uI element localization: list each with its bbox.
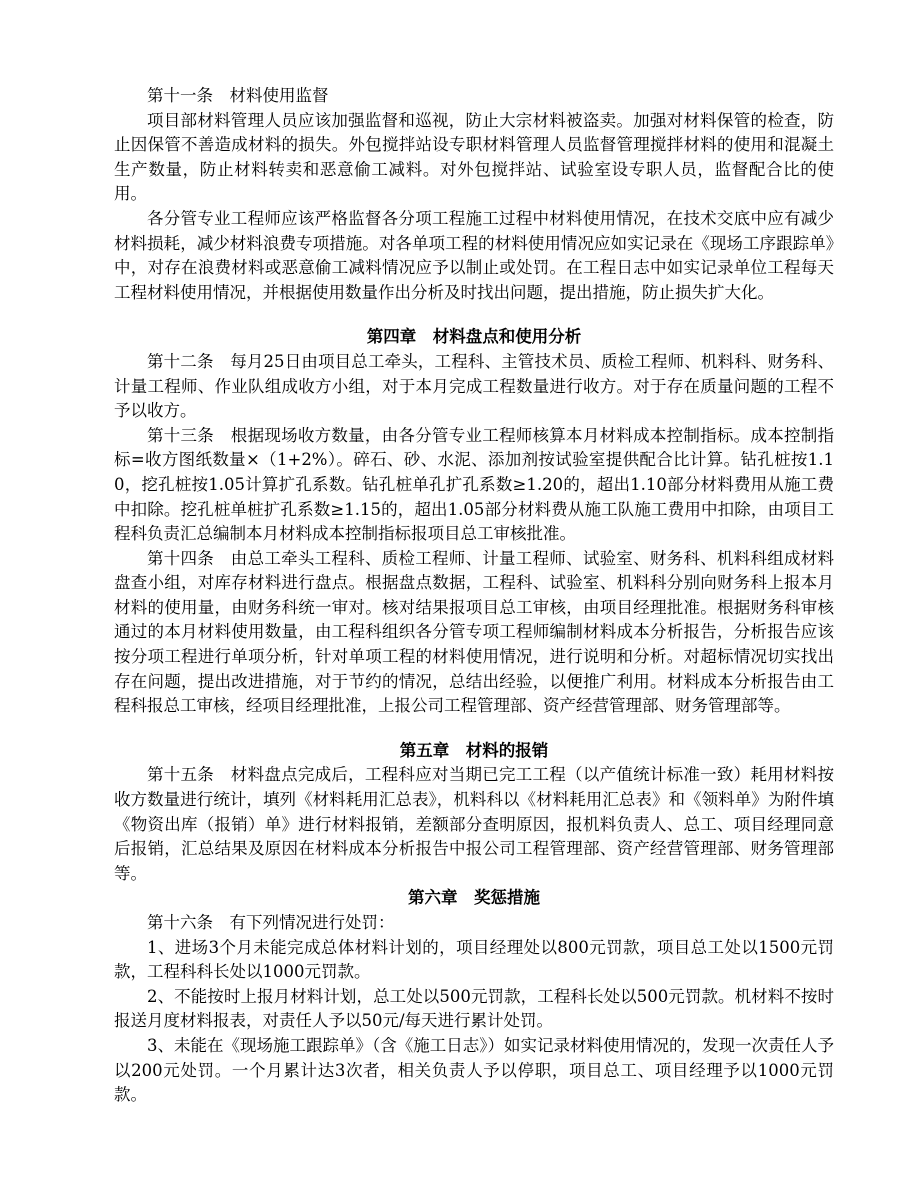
spacer xyxy=(114,719,834,739)
article-12: 第十二条 每月25日由项目总工牵头，工程科、主管技术员、质检工程师、机料科、财务科、计量工程师、作业队组成收方小组，对于本月完成工程数量进行收方。对于存在质量问题的工程不予以收方。 xyxy=(114,351,834,421)
spacer xyxy=(114,305,834,325)
article-16-item-3: 3、未能在《现场施工跟踪单》（含《施工日志》）如实记录材料使用情况的，发现一次责任人予以200元处罚。一个月累计达3次者，相关负责人予以停职，项目总工、项目经理予以1000元罚款。 xyxy=(114,1035,834,1105)
article-11-paragraph-2: 各分管专业工程师应该严格监督各分项工程施工过程中材料使用情况，在技术交底中应有减少材料损耗，减少材料浪费专项措施。对各单项工程的材料使用情况应如实记录在《现场工序跟踪单》中，对存在浪费材料或恶意偷工减料情况应予以制止或处罚。在工程日志中如实记录单位工程每天工程材料使用情况，并根据使用数量作出分析及时找出问题，提出措施，防止损失扩大化。 xyxy=(114,208,834,302)
chapter-6-heading: 第六章 奖惩措施 xyxy=(408,888,540,908)
article-16-item-2: 2、不能按时上报月材料计划，总工处以500元罚款，工程科长处以500元罚款。机材料不按时报送月度材料报表，对责任人予以50元/每天进行累计处罚。 xyxy=(114,986,834,1031)
chapter-4-heading: 第四章 材料盘点和使用分析 xyxy=(366,327,582,347)
article-15: 第十五条 材料盘点完成后，工程科应对当期已完工工程（以产值统计标准一致）耗用材料按收方数量进行统计，填列《材料耗用汇总表》，机料科以《材料耗用汇总表》和《领料单》为附件填《物资出库（报销）单》进行材料报销，差额部分查明原因，报机料负责人、总工、项目经理同意后报销，汇总结果及原因在材料成本分析报告中报公司工程管理部、资产经营管理部、财务管理部等。 xyxy=(114,765,834,883)
article-13: 第十三条 根据现场收方数量，由各分管专业工程师核算本月材料成本控制指标。成本控制指标=收方图纸数量×（1+2%）。碎石、砂、水泥、添加剂按试验室提供配合比计算。钻孔桩按1.10，挖孔桩按1.05计算扩孔系数。钻孔桩单孔扩孔系数≥1.20的，超出1.10部分材料费用从施工费中扣除。挖孔桩单桩扩孔系数≥1.15的，超出1.05部分材料费从施工队施工费用中扣除，由项目工程科负责汇总编制本月材料成本控制指标报项目总工审核批准。 xyxy=(114,425,834,544)
article-11-title: 第十一条 材料使用监督 xyxy=(147,86,329,105)
chapter-5-heading: 第五章 材料的报销 xyxy=(399,740,549,760)
article-16: 第十六条 有下列情况进行处罚： xyxy=(147,913,395,932)
article-11-paragraph-1: 项目部材料管理人员应该加强监督和巡视，防止大宗材料被盗卖。加强对材料保管的检查，防止因保管不善造成材料的损失。外包搅拌站设专职材料管理人员监督管理搅拌材料的使用和混凝土生产数量，防止材料转卖和恶意偷工减料。对外包搅拌站、试验室设专职人员，监督配合比的使用。 xyxy=(114,110,834,204)
article-14: 第十四条 由总工牵头工程科、质检工程师、计量工程师、试验室、财务科、机料科组成材料盘查小组，对库存材料进行盘点。根据盘点数据，工程科、试验室、机料科分别向财务科上报本月材料的使用量，由财务科统一审对。核对结果报项目总工审核，由项目经理批准。根据财务科审核通过的本月材料使用数量，由工程科组织各分管专项工程师编制材料成本分析报告，分析报告应该按分项工程进行单项分析，针对单项工程的材料使用情况，进行说明和分析。对超标情况切实找出存在问题，提出改进措施，对于节约的情况，总结出经验，以便推广利用。材料成本分析报告由工程科报总工审核，经项目经理批准，上报公司工程管理部、资产经营管理部、财务管理部等。 xyxy=(114,548,834,716)
document-page xyxy=(114,84,834,1108)
article-16-item-1: 1、进场3个月未能完成总体材料计划的，项目经理处以800元罚款，项目总工处以1500元罚款，工程科科长处以1000元罚款。 xyxy=(114,937,834,982)
